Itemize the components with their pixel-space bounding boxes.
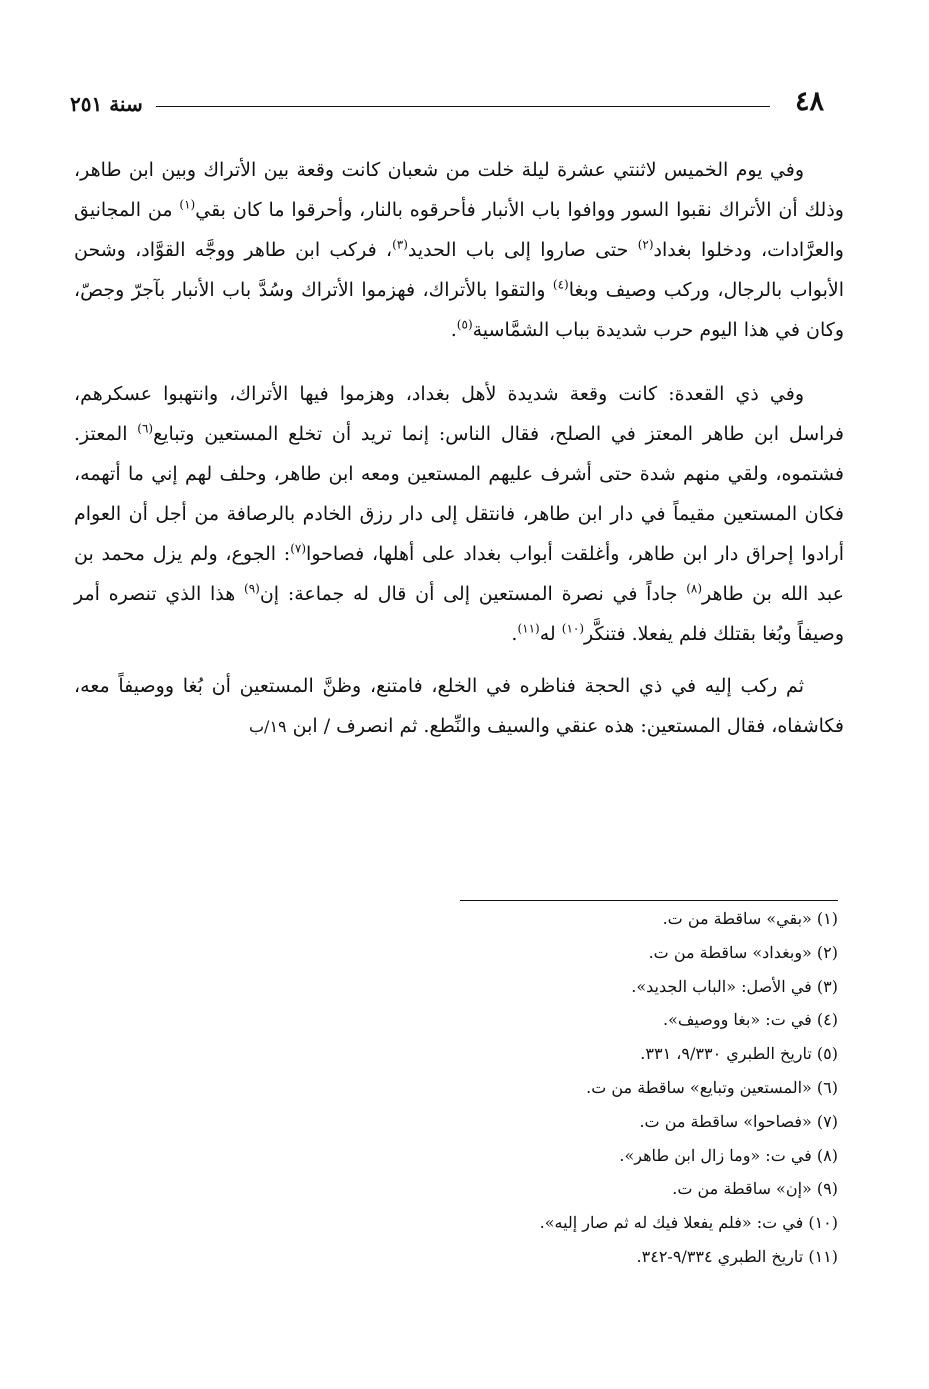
text-segment: جاداً في نصرة المستعين إلى أن قال له جماعة: إن <box>259 583 687 605</box>
footnote-ref-9[interactable]: (٩) <box>244 581 260 596</box>
header-rule <box>156 106 770 107</box>
paragraph-2 <box>74 374 844 654</box>
manuscript-folio-ref: ١٩/ب <box>248 717 287 736</box>
text-segment: والتقوا بالأتراك، فهزموا الأتراك وسُدَّ باب الأنبار بآجرّ وجصّ، وكان في هذا اليوم حرب شديدة بباب الشمَّاسية <box>74 279 844 341</box>
text-segment: ، فركب ابن طاهر ووجَّه القوَّاد، وشحن الأبواب بالرجال، وركب وصيف وبغا <box>74 239 844 301</box>
paragraph-1 <box>74 150 844 350</box>
page-number: ٤٨ <box>794 86 824 117</box>
text-segment: . <box>450 319 457 341</box>
footnote-ref-11[interactable]: (١١) <box>517 621 540 636</box>
footnote-ref-10[interactable]: (١٠) <box>561 621 585 636</box>
text-segment: حتى صاروا إلى باب الحديد <box>407 239 638 261</box>
main-text <box>74 150 844 747</box>
paragraph-3 <box>74 666 844 747</box>
footnote-ref-6[interactable]: (٦) <box>137 421 154 436</box>
footnote-ref-8[interactable]: (٨) <box>686 581 703 596</box>
footnote-separator <box>460 900 838 901</box>
footnote-1: (١) «بقي» ساقطة من ت. <box>662 909 838 928</box>
footnote-8: (٨) في ت: «وما زال ابن طاهر». <box>619 1145 838 1165</box>
footnote-ref-5[interactable]: (٥) <box>456 317 473 332</box>
footnote-6: (٦) «المستعين وتبايع» ساقطة من ت. <box>586 1077 838 1097</box>
text-segment: ثم ركب إليه في ذي الحجة فناظره في الخلع، فامتنع، وظنَّ المستعين أن بُغا ووصيفاً معه، فكاشفاه، فقال المستعين: هذه عنقي والسيف والنِّطع. ثم انصرف / ابن <box>74 675 844 737</box>
footnotes-list <box>300 902 838 1274</box>
footnote-7: (٧) «فصاحوا» ساقطة من ت. <box>639 1111 838 1131</box>
footnote-11: (١١) تاريخ الطبري ٩/٣٣٤-٣٤٢. <box>636 1246 838 1266</box>
footnote-3: (٣) في الأصل: «الباب الجديد». <box>631 976 838 996</box>
footnote-10: (١٠) في ت: «فلم يفعلا فيك له ثم صار إليه». <box>539 1213 838 1233</box>
footnote-ref-7[interactable]: (٧) <box>290 541 307 556</box>
page-header <box>70 86 824 126</box>
text-segment: . <box>511 623 518 645</box>
footnote-4: (٤) في ت: «بغا ووصيف». <box>662 1010 838 1030</box>
footnote-5: (٥) تاريخ الطبري ٩/٣٣٠، ٣٣١. <box>640 1044 838 1064</box>
text-segment: هذا الذي تنصره أمر وصيفاً وبُغا بقتلك فلم يفعلا. فتنكَّر <box>74 583 844 645</box>
footnote-ref-3[interactable]: (٣) <box>392 237 408 252</box>
footnote-2: (٢) «وبغداد» ساقطة من ت. <box>648 942 838 962</box>
text-segment: له <box>539 623 562 645</box>
running-head: سنة ٢٥١ <box>70 92 143 116</box>
text-segment: من المجانيق والعرَّادات، ودخلوا بغداد <box>74 199 844 261</box>
footnote-ref-4[interactable]: (٤) <box>552 277 569 292</box>
footnote-9: (٩) «إن» ساقطة من ت. <box>672 1179 838 1199</box>
footnote-ref-1[interactable]: (١) <box>179 197 196 212</box>
text-segment: المعتز. فشتموه، ولقي منهم شدة حتى أشرف عليهم المستعين ومعه ابن طاهر، وحلف لهم إني ما أتهمه، فكان المستعين مقيماً في دار ابن طاهر، فانتقل إلى دار رزق الخادم بالرصافة من أجل أن العوام أرادوا إحراق دار ابن طاهر، وأغلقت أبواب بغداد على أهلها، فصاحوا <box>74 423 844 565</box>
text-segment: : الجوع، ولم يزل محمد بن عبد الله بن طاهر <box>74 543 845 605</box>
footnote-ref-2[interactable]: (٢) <box>637 237 654 252</box>
text-segment: وفي يوم الخميس لاثنتي عشرة ليلة خلت من شعبان كانت وقعة بين الأتراك وبين ابن طاهر، وذلك أن الأتراك نقبوا السور ووافوا باب الأنبار فأحرقوه بالنار، وأحرقوا ما كان بقي <box>74 159 844 221</box>
text-segment: وفي ذي القعدة: كانت وقعة شديدة لأهل بغداد، وهزموا فيها الأتراك، وانتهبوا عسكرهم، فراسل ابن طاهر المعتز في الصلح، فقال الناس: إنما تريد أن تخلع المستعين وتبايع <box>74 383 845 445</box>
